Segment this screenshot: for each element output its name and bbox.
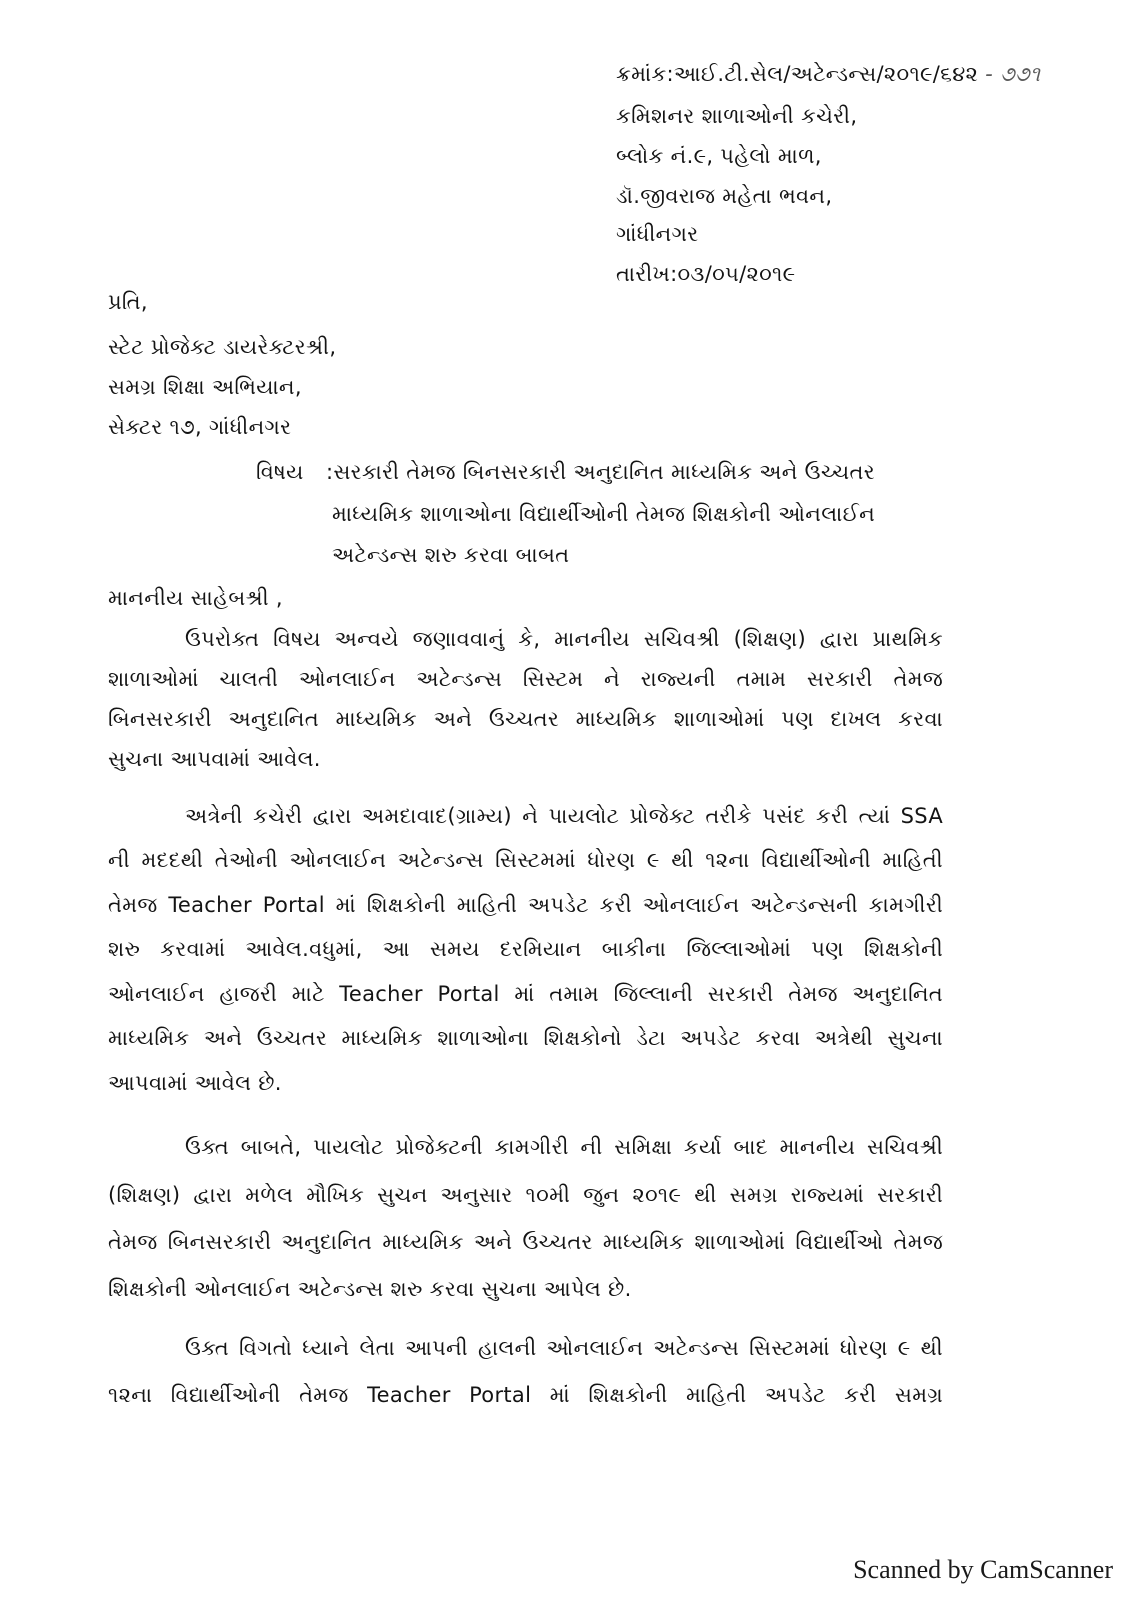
paragraph-2-line: ની મદદથી તેઓની ઓનલાઈન અટેન્ડન્સ સિસ્ટમમાં ધોરણ ૯ થી ૧૨ના વિદ્યાર્થીઓની માહિતી [108,848,943,872]
office-building: ડૉ.જીવરાજ મહેતા ભવન, [616,184,833,208]
paragraph-2-line: તેમજ Teacher Portal માં શિક્ષકોની માહિતી અપડેટ કરી ઓનલાઈન અટેન્ડન્સની કામગીરી [108,893,943,917]
subject-line-3: અટેન્ડન્સ શરુ કરવા બાબત [332,543,570,567]
reference-number [616,60,1040,88]
letter-date: તારીખ:૦૩/૦૫/૨૦૧૯ [616,262,796,286]
scanner-watermark: Scanned by CamScanner [853,1555,1113,1584]
paragraph-1-line: ઉપરોક્ત વિષય અન્વયે જણાવવાનું કે, માનનીય સચિવશ્રી (શિક્ષણ) દ્વારા પ્રાથમિક [185,627,943,651]
recipient-line-2: સમગ્ર શિક્ષા અભિયાન, [108,375,302,399]
paragraph-4-line: ૧૨ના વિદ્યાર્થીઓની તેમજ Teacher Portal માં શિક્ષકોની માહિતી અપડેટ કરી સમગ્ર [108,1383,943,1407]
paragraph-2-line: શરુ કરવામાં આવેલ.વધુમાં, આ સમય દરમિયાન બાકીના જિલ્લાઓમાં પણ શિક્ષકોની [108,937,943,961]
subject-label: વિષય [256,460,304,484]
salutation: માનનીય સાહેબશ્રી , [108,586,283,610]
office-block: બ્લોક નં.૯, પહેલો માળ, [616,144,822,168]
paragraph-1-line: શાળાઓમાં ચાલતી ઓનલાઈન અટેન્ડન્સ સિસ્ટમ ને રાજ્યની તમામ સરકારી તેમજ [108,667,943,691]
recipient-line-1: સ્ટેટ પ્રોજેક્ટ ડાયરેક્ટરશ્રી, [108,335,337,359]
recipient-prefix: પ્રતિ, [108,290,148,314]
paragraph-2-line: આપવામાં આવેલ છે. [108,1071,282,1095]
paragraph-3-line: તેમજ બિનસરકારી અનુદાનિત માધ્યમિક અને ઉચ્ચતર માધ્યમિક શાળાઓમાં વિદ્યાર્થીઓ તેમજ [108,1230,943,1254]
office-city: ગાંધીનગર [616,222,699,246]
paragraph-2-line: માધ્યમિક અને ઉચ્ચતર માધ્યમિક શાળાઓના શિક્ષકોનો ડેટા અપડેટ કરવા અત્રેથી સુચના [108,1026,943,1050]
paragraph-4-line: ઉક્ત વિગતો ધ્યાને લેતા આપની હાલની ઓનલાઈન અટેન્ડન્સ સિસ્ટમમાં ધોરણ ૯ થી [185,1336,943,1360]
paragraph-1-line: બિનસરકારી અનુદાનિત માધ્યમિક અને ઉચ્ચતર માધ્યમિક શાળાઓમાં પણ દાખલ કરવા [108,707,943,731]
recipient-line-3: સેક્ટર ૧૭, ગાંધીનગર [108,415,292,439]
paragraph-3-line: શિક્ષકોની ઓનલાઈન અટેન્ડન્સ શરુ કરવા સુચના આપેલ છે. [108,1277,632,1301]
office-name: કમિશનર શાળાઓની કચેરી, [616,104,858,128]
paragraph-2-line: અત્રેની કચેરી દ્વારા અમદાવાદ(ગ્રામ્ય) ને પાયલોટ પ્રોજેક્ટ તરીકે પસંદ કરી ત્યાં SSA [185,804,943,828]
subject-line-1: :સરકારી તેમજ બિનસરકારી અનુદાનિત માધ્યમિક અને ઉચ્ચતર [326,460,875,484]
reference-number-text: ક્રમાંક:આઈ.ટી.સેલ/અટેન્ડન્સ/૨૦૧૯/૬૪૨ [616,62,979,86]
paragraph-2-line: ઓનલાઈન હાજરી માટે Teacher Portal માં તમામ જિલ્લાની સરકારી તેમજ અનુદાનિત [108,982,943,1006]
paragraph-1-line: સુચના આપવામાં આવેલ. [108,747,321,771]
subject-line-2: માધ્યમિક શાળાઓના વિદ્યાર્થીઓની તેમજ શિક્ષકોની ઓનલાઈન [332,502,876,526]
paragraph-3-line: ઉક્ત બાબતે, પાયલોટ પ્રોજેક્ટની કામગીરી ની સમિક્ષા કર્યા બાદ માનનીય સચિવશ્રી [185,1135,943,1159]
paragraph-3-line: (શિક્ષણ) દ્વારા મળેલ મૌખિક સુચન અનુસાર ૧૦મી જુન ૨૦૧૯ થી સમગ્ર રાજ્યમાં સરકારી [108,1183,943,1207]
reference-handwritten: - ૭૭૧ [985,62,1041,86]
